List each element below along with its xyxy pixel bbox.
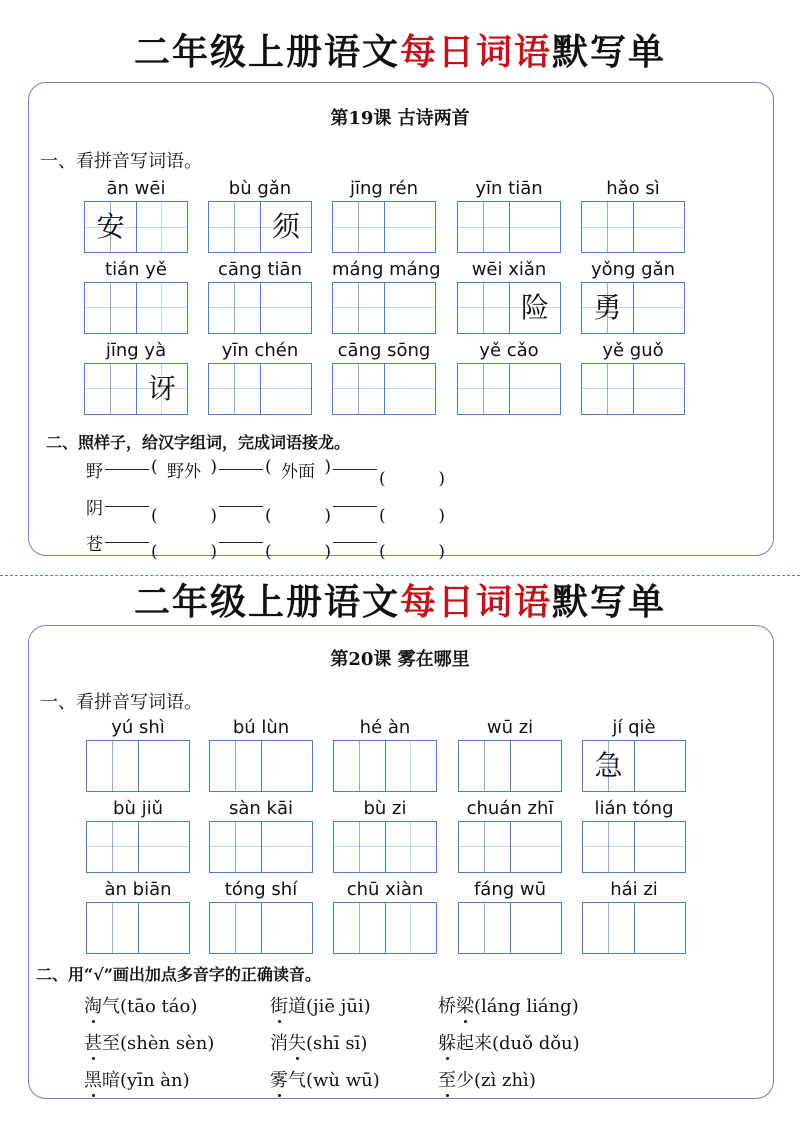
hint-character [582, 364, 633, 414]
polyphone-item[interactable] [438, 1025, 580, 1062]
word-item [581, 177, 685, 253]
writing-cell[interactable] [582, 283, 633, 333]
hint-character [583, 903, 634, 953]
hint-character [334, 822, 385, 872]
word-item [458, 716, 562, 792]
title-part-c: 默写单 [552, 581, 667, 623]
chain-answer-blank[interactable]: ( 外面 ) [265, 457, 331, 482]
chain-answer-blank[interactable]: ( 野外 ) [151, 457, 217, 482]
word-item [84, 339, 188, 415]
writing-cell[interactable] [260, 283, 311, 333]
hint-character [210, 741, 261, 791]
hint-character [261, 283, 311, 333]
word-item [582, 716, 686, 792]
word-item [86, 797, 190, 873]
hint-character: 安 [96, 210, 125, 243]
writing-boxes [84, 282, 188, 334]
hint-character [385, 364, 435, 414]
pinyin-label: hǎo sì [606, 178, 660, 199]
writing-cell[interactable] [333, 283, 384, 333]
chain-start-character: 野 [86, 461, 103, 482]
writing-cell[interactable] [333, 202, 384, 252]
polyphone-item[interactable] [438, 988, 580, 1025]
word-suffix-with-options: (shī sī) [306, 1033, 368, 1054]
writing-boxes [86, 740, 190, 792]
hint-character [87, 822, 138, 872]
pinyin-label: jí qiè [612, 717, 656, 738]
writing-cell[interactable] [458, 364, 509, 414]
word-suffix-with-options: 气(tāo táo) [102, 996, 198, 1017]
chain-connector [219, 542, 263, 543]
hint-character [333, 364, 384, 414]
writing-boxes [332, 201, 436, 253]
pinyin-label: yīn chén [221, 340, 299, 361]
writing-boxes [457, 201, 561, 253]
pinyin-label: hái zi [610, 879, 658, 900]
word-item [582, 878, 686, 954]
hint-character [583, 822, 634, 872]
title-part-a: 二年级上册语文 [133, 31, 400, 73]
writing-cell[interactable] [261, 903, 312, 953]
word-item [333, 878, 437, 954]
writing-boxes [208, 201, 312, 253]
writing-cell[interactable] [334, 822, 385, 872]
hint-character: 勇 [593, 291, 622, 324]
writing-cell[interactable] [583, 741, 634, 791]
writing-boxes [86, 902, 190, 954]
hint-character [262, 903, 312, 953]
sheet2-lesson-title: 第20课 雾在哪里 [330, 649, 470, 670]
hint-character [262, 741, 312, 791]
chain-connector [333, 506, 377, 507]
writing-boxes [582, 821, 686, 873]
dotted-character: 梁 [456, 988, 474, 1025]
sheet1-title [0, 31, 800, 73]
writing-cell[interactable] [85, 364, 136, 414]
writing-cell[interactable] [87, 741, 138, 791]
hint-character [333, 283, 384, 333]
word-item [84, 177, 188, 253]
writing-cell[interactable] [509, 364, 560, 414]
pinyin-label: bù jiǔ [113, 798, 163, 819]
word-item [332, 339, 436, 415]
word-item [457, 177, 561, 253]
writing-cell[interactable] [384, 364, 435, 414]
polyphone-item[interactable] [84, 1025, 214, 1062]
hint-character [210, 822, 261, 872]
word-item [332, 177, 436, 253]
writing-cell[interactable] [210, 822, 261, 872]
hint-character [511, 741, 561, 791]
hint-character [459, 822, 510, 872]
word-item [84, 258, 188, 334]
writing-boxes [86, 821, 190, 873]
sheet1-lesson-title: 第19课 古诗两首 [330, 108, 470, 129]
hint-character [510, 202, 560, 252]
polyphone-column [438, 988, 580, 1099]
hint-character: 讶 [147, 372, 176, 405]
title-part-a: 二年级上册语文 [133, 581, 400, 623]
hint-character [334, 903, 385, 953]
pinyin-label: àn biān [104, 879, 172, 900]
word-item [458, 797, 562, 873]
chain-connector [105, 469, 149, 470]
word-item [86, 878, 190, 954]
polyphone-item[interactable] [84, 988, 214, 1025]
hint-character [385, 283, 435, 333]
writing-cell[interactable] [509, 283, 560, 333]
writing-boxes [209, 740, 313, 792]
dotted-character: 躲 [438, 1025, 456, 1062]
polyphone-item[interactable] [84, 1062, 214, 1099]
title-part-c: 默写单 [552, 31, 667, 73]
writing-boxes [209, 821, 313, 873]
writing-cell[interactable] [87, 822, 138, 872]
writing-cell[interactable] [459, 903, 510, 953]
chain-connector [333, 469, 377, 470]
hint-character [511, 822, 561, 872]
word-item [458, 878, 562, 954]
hint-character [209, 283, 260, 333]
hint-character [87, 741, 138, 791]
pinyin-label: máng máng [332, 259, 441, 280]
hint-character [261, 364, 311, 414]
pinyin-label: yǒng gǎn [590, 259, 676, 280]
dotted-character: 甚 [84, 1025, 102, 1062]
word-suffix-with-options: 起来(duǒ dǒu) [456, 1033, 580, 1054]
writing-cell[interactable] [85, 283, 136, 333]
writing-cell[interactable] [582, 364, 633, 414]
polyphone-item[interactable] [270, 988, 380, 1025]
hint-character [209, 202, 260, 252]
writing-cell[interactable] [510, 903, 561, 953]
hint-character [634, 364, 684, 414]
writing-cell[interactable] [509, 202, 560, 252]
dotted-character: 街 [270, 988, 288, 1025]
hint-character [139, 741, 189, 791]
hint-character [85, 283, 136, 333]
polyphone-column [270, 988, 380, 1099]
hint-character [458, 202, 509, 252]
writing-cell[interactable] [334, 903, 385, 953]
writing-cell[interactable] [87, 903, 138, 953]
writing-boxes [581, 282, 685, 334]
writing-cell[interactable] [633, 364, 684, 414]
chain-connector [105, 542, 149, 543]
word-item [208, 258, 312, 334]
pinyin-label: ān wēi [106, 178, 166, 199]
pinyin-label: chuán zhī [466, 798, 554, 819]
word-prefix: 消 [270, 1033, 288, 1054]
writing-boxes [333, 740, 437, 792]
word-item [582, 797, 686, 873]
dotted-character: 黑 [84, 1062, 102, 1099]
writing-cell[interactable] [138, 822, 189, 872]
pinyin-label: jīng rén [349, 178, 419, 199]
word-suffix-with-options: 暗(yīn àn) [102, 1070, 190, 1091]
writing-cell[interactable] [333, 364, 384, 414]
word-item [457, 258, 561, 334]
word-item [209, 797, 313, 873]
hint-character [209, 364, 260, 414]
writing-boxes [458, 740, 562, 792]
writing-boxes [333, 821, 437, 873]
writing-cell[interactable] [261, 822, 312, 872]
writing-cell[interactable] [136, 364, 187, 414]
writing-cell[interactable] [459, 822, 510, 872]
writing-cell[interactable] [634, 903, 685, 953]
writing-cell[interactable] [385, 741, 436, 791]
hint-character [635, 903, 685, 953]
word-item [457, 339, 561, 415]
hint-character [635, 741, 685, 791]
hint-character [139, 903, 189, 953]
sheet1-section1-heading: 一、看拼音写词语。 [40, 151, 202, 172]
pinyin-label: yīn tiān [475, 178, 543, 199]
word-suffix-with-options: 至(shèn sèn) [102, 1033, 215, 1054]
word-item [208, 339, 312, 415]
word-item [332, 258, 441, 334]
writing-cell[interactable] [384, 283, 435, 333]
writing-boxes [332, 282, 436, 334]
hint-character [210, 903, 261, 953]
writing-cell[interactable] [210, 903, 261, 953]
word-chain-row [86, 494, 445, 518]
writing-boxes [581, 363, 685, 415]
writing-cell[interactable] [459, 741, 510, 791]
writing-boxes [457, 282, 561, 334]
hint-character [634, 283, 684, 333]
word-suffix-with-options: 道(jiē jūi) [288, 996, 371, 1017]
writing-boxes [458, 821, 562, 873]
hint-character: 急 [594, 749, 623, 782]
hint-character: 须 [271, 210, 300, 243]
writing-cell[interactable] [633, 202, 684, 252]
writing-boxes [582, 902, 686, 954]
chain-connector [105, 506, 149, 507]
pinyin-label: wū zi [486, 717, 534, 738]
hint-character [510, 364, 560, 414]
writing-cell[interactable] [209, 202, 260, 252]
hint-character [458, 364, 509, 414]
writing-cell[interactable] [85, 202, 136, 252]
word-item [209, 716, 313, 792]
writing-cell[interactable] [261, 741, 312, 791]
hint-character [458, 283, 509, 333]
writing-boxes [208, 363, 312, 415]
sheet-divider [0, 575, 800, 576]
writing-boxes [582, 740, 686, 792]
hint-character [634, 202, 684, 252]
writing-cell[interactable] [136, 202, 187, 252]
pinyin-label: chū xiàn [346, 879, 424, 900]
chain-connector [219, 506, 263, 507]
writing-boxes [209, 902, 313, 954]
polyphone-item[interactable] [438, 1062, 580, 1099]
writing-cell[interactable] [582, 202, 633, 252]
hint-character [262, 822, 312, 872]
word-item [209, 878, 313, 954]
writing-cell[interactable] [334, 741, 385, 791]
pinyin-label: bú lùn [232, 717, 290, 738]
writing-cell[interactable] [385, 822, 436, 872]
word-item [581, 258, 685, 334]
writing-boxes [457, 363, 561, 415]
word-item [86, 716, 190, 792]
chain-start-character: 阴 [86, 498, 103, 519]
word-item [333, 716, 437, 792]
polyphone-column [84, 988, 214, 1099]
pinyin-label: tóng shí [224, 879, 298, 900]
pinyin-label: yě guǒ [602, 340, 664, 361]
hint-character [386, 741, 436, 791]
word-item [208, 177, 312, 253]
pinyin-label: tián yě [105, 259, 167, 280]
chain-connector [333, 542, 377, 543]
hint-character [459, 903, 510, 953]
writing-cell[interactable] [138, 741, 189, 791]
hint-character [582, 202, 633, 252]
writing-boxes [458, 902, 562, 954]
writing-cell[interactable] [458, 202, 509, 252]
hint-character [85, 364, 136, 414]
hint-character [386, 903, 436, 953]
writing-cell[interactable] [260, 364, 311, 414]
pinyin-label: yě cǎo [479, 340, 539, 361]
word-item [581, 339, 685, 415]
dotted-character: 失 [288, 1025, 306, 1062]
hint-character [87, 903, 138, 953]
polyphone-item[interactable] [270, 1025, 380, 1062]
hint-character [334, 741, 385, 791]
pinyin-label: cāng tiān [218, 259, 302, 280]
writing-cell[interactable] [260, 202, 311, 252]
writing-cell[interactable] [384, 202, 435, 252]
word-suffix-with-options: 气(wù wū) [288, 1070, 380, 1091]
pinyin-label: fáng wū [473, 879, 547, 900]
pinyin-label: hé àn [359, 717, 411, 738]
pinyin-label: sàn kāi [229, 798, 293, 819]
dotted-character: 雾 [270, 1062, 288, 1099]
writing-cell[interactable] [209, 283, 260, 333]
writing-cell[interactable] [458, 283, 509, 333]
writing-cell[interactable] [210, 741, 261, 791]
pinyin-label: wēi xiǎn [471, 259, 547, 280]
hint-character [459, 741, 510, 791]
title-part-highlight: 每日词语 [399, 581, 552, 623]
dotted-character: 淘 [84, 988, 102, 1025]
writing-cell[interactable] [634, 741, 685, 791]
sheet2-section1-heading: 一、看拼音写词语。 [40, 692, 202, 713]
writing-cell[interactable] [634, 822, 685, 872]
writing-boxes [332, 363, 436, 415]
word-prefix: 桥 [438, 996, 456, 1017]
hint-character [137, 283, 187, 333]
word-chain-row [86, 457, 445, 481]
pinyin-label: bù zi [363, 798, 407, 819]
title-part-highlight: 每日词语 [399, 31, 552, 73]
word-item [333, 797, 437, 873]
word-suffix-with-options: (láng liáng) [474, 996, 579, 1017]
pinyin-label: jīng yà [105, 340, 167, 361]
hint-character: 险 [520, 291, 549, 324]
writing-cell[interactable] [633, 283, 684, 333]
hint-character [333, 202, 384, 252]
polyphone-item[interactable] [270, 1062, 380, 1099]
writing-cell[interactable] [510, 741, 561, 791]
writing-boxes [581, 201, 685, 253]
sheet2-title [0, 581, 800, 623]
writing-cell[interactable] [136, 283, 187, 333]
sheet2-section2-heading: 二、用“√”画出加点多音字的正确读音。 [36, 965, 321, 984]
writing-cell[interactable] [138, 903, 189, 953]
word-chain-row [86, 530, 445, 554]
hint-character [137, 202, 187, 252]
hint-character [139, 822, 189, 872]
hint-character [511, 903, 561, 953]
writing-cell[interactable] [209, 364, 260, 414]
writing-cell[interactable] [583, 903, 634, 953]
writing-boxes [84, 201, 188, 253]
pinyin-label: bù gǎn [228, 178, 292, 199]
writing-cell[interactable] [510, 822, 561, 872]
sheet1-section2-heading: 二、照样子，给汉字组词，完成词语接龙。 [46, 433, 351, 452]
hint-character [635, 822, 685, 872]
writing-boxes [333, 902, 437, 954]
hint-character [385, 202, 435, 252]
writing-boxes [84, 363, 188, 415]
hint-character [386, 822, 436, 872]
writing-boxes [208, 282, 312, 334]
pinyin-label: lián tóng [594, 798, 674, 819]
writing-cell[interactable] [583, 822, 634, 872]
writing-cell[interactable] [385, 903, 436, 953]
dotted-character: 至 [438, 1062, 456, 1099]
pinyin-label: cāng sōng [337, 340, 431, 361]
chain-start-character: 苍 [86, 534, 103, 555]
chain-connector [219, 469, 263, 470]
word-suffix-with-options: 少(zì zhì) [456, 1070, 536, 1091]
pinyin-label: yú shì [111, 717, 165, 738]
